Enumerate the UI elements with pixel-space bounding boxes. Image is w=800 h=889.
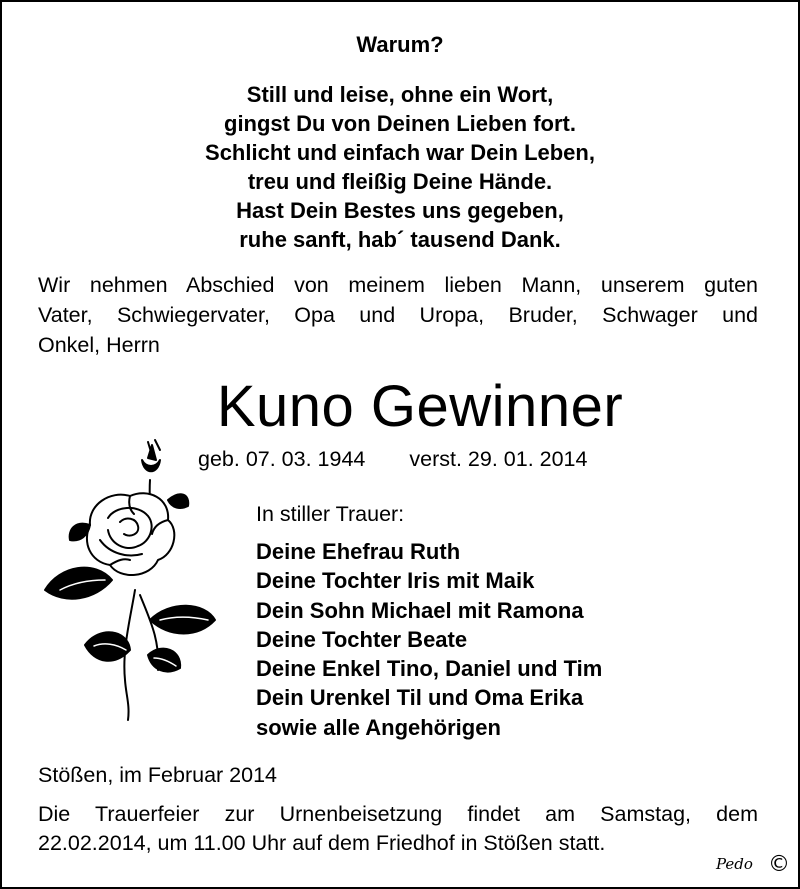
poem-title: Warum?: [356, 32, 444, 57]
funeral-line: Die Trauerfeier zur Urnenbeisetzung findet am Samstag, dem: [38, 802, 758, 826]
poem-line: Schlicht und einfach war Dein Leben,: [205, 140, 595, 165]
poem-line: treu und fleißig Deine Hände.: [247, 169, 553, 194]
copyright-symbol: ©: [768, 852, 790, 877]
mourner-entry: Dein Sohn Michael mit Ramona: [256, 597, 584, 623]
poem-line: Still und leise, ohne ein Wort,: [246, 82, 554, 107]
poem-line: ruhe sanft, hab´ tausend Dank.: [239, 227, 561, 252]
farewell-line: Wir nehmen Abschied von meinem lieben Mann, unserem guten: [38, 273, 758, 297]
place-date: Stößen, im Februar 2014: [38, 763, 278, 787]
poem-line: gingst Du von Deinen Lieben fort.: [224, 111, 576, 136]
mourners-list: [256, 537, 602, 742]
mourner-entry: Deine Tochter Beate: [256, 626, 468, 652]
designer-signature: Pedo: [716, 855, 753, 873]
mourner-entry: sowie alle Angehörigen: [256, 714, 501, 740]
mourner-entry: Dein Urenkel Til und Oma Erika: [256, 685, 584, 711]
poem-line: Hast Dein Bestes uns gegeben,: [236, 198, 564, 223]
mourner-entry: Deine Enkel Tino, Daniel und Tim: [256, 656, 603, 682]
poem: [0, 80, 800, 254]
life-dates: [198, 447, 587, 472]
funeral-info: [38, 800, 758, 858]
mourner-entry: Deine Ehefrau Ruth: [256, 539, 461, 564]
farewell-line: Vater, Schwiegervater, Opa und Uropa, Bruder, Schwager und: [38, 303, 758, 327]
birth-date: geb. 07. 03. 1944: [198, 447, 366, 471]
death-date: verst. 29. 01. 2014: [409, 447, 588, 471]
mourning-label: In stiller Trauer:: [256, 502, 405, 526]
deceased-name: Kuno Gewinner: [216, 374, 624, 439]
farewell-line: Onkel, Herrn: [38, 333, 160, 357]
farewell-text: [38, 270, 758, 360]
mourner-entry: Deine Tochter Iris mit Maik: [256, 568, 535, 594]
rose-icon: [30, 430, 230, 730]
funeral-line: 22.02.2014, um 11.00 Uhr auf dem Friedhof in Stößen statt.: [38, 831, 606, 855]
